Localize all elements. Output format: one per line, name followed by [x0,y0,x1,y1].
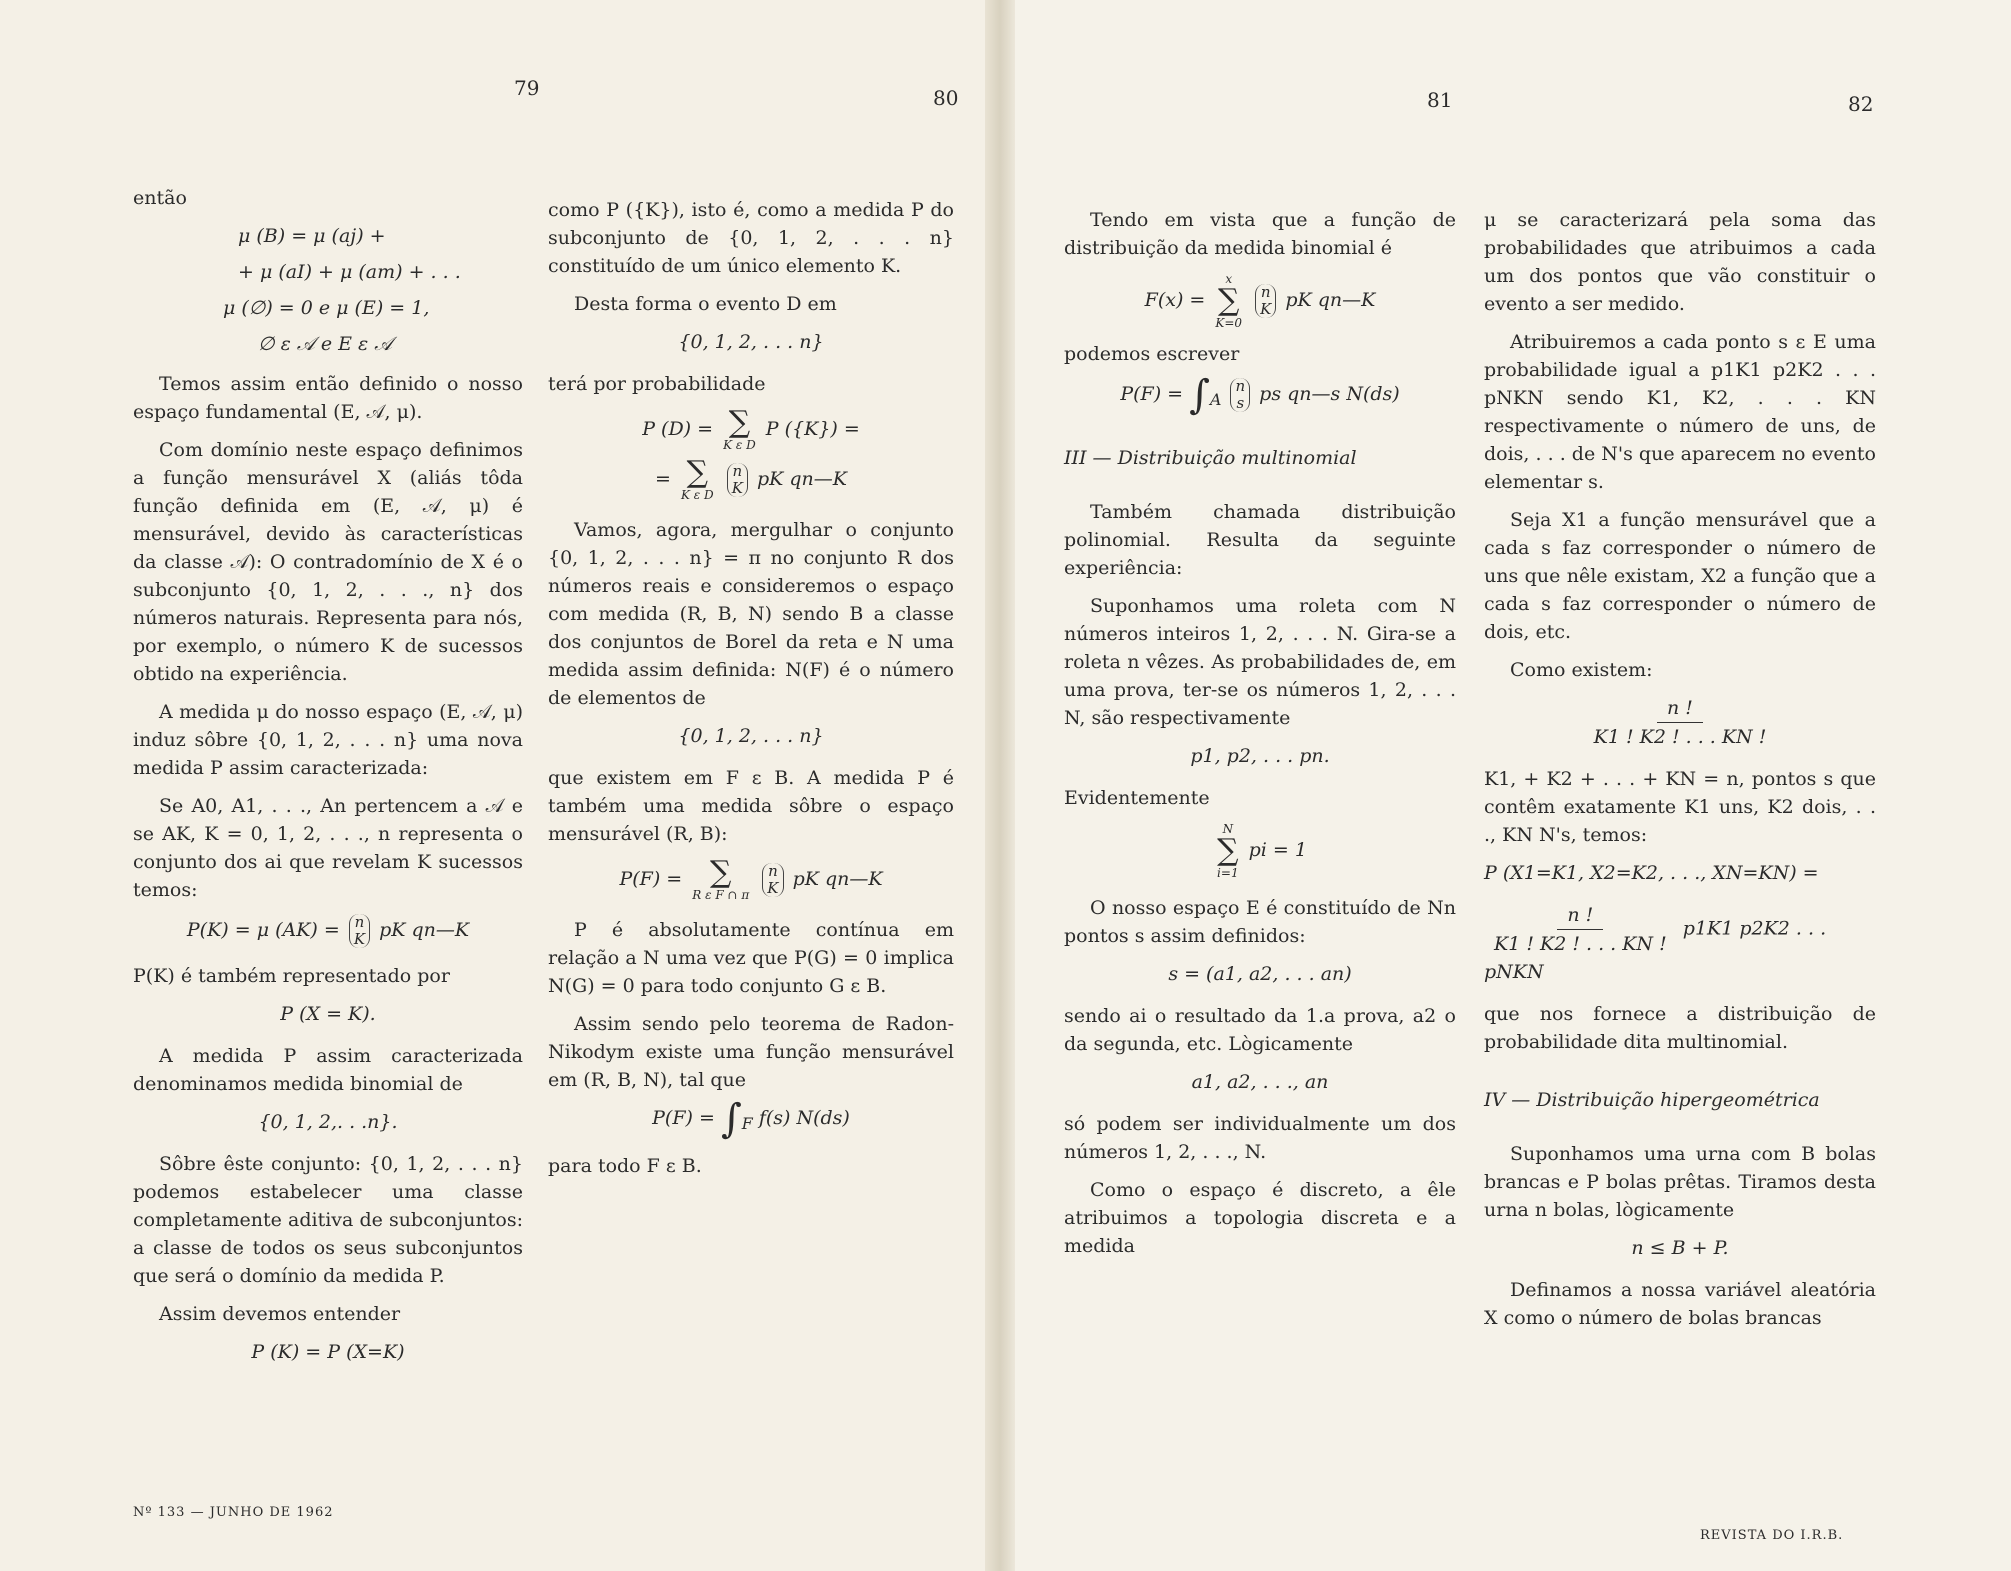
equation-part: p1K1 p2K2 . . . pNKN [1484,917,1827,983]
paragraph: só podem ser individualmente um dos números 1, 2, . . ., N. [1064,1112,1456,1163]
binom-top: n [732,462,743,480]
page-80-column [548,196,954,1190]
fraction [1584,694,1777,751]
equation [548,455,954,502]
fraction-numerator: n ! [1657,694,1703,723]
sigma-symbol: ∑ [1217,283,1240,318]
paragraph: Como o espaço é discreto, a êle atribuimos a topologia discreta e a medida [1064,1178,1456,1257]
paragraph: Vamos, agora, mergulhar o conjunto {0, 1, 2, . . . n} = π no conjunto R dos números reais e consideremos o espaço com medida (R, B, N) sendo B a classe dos conjuntos de Borel da reta e N uma medida assim definida: N(F) é o número de elementos de [548,519,954,709]
paragraph: Sôbre êste conjunto: {0, 1, 2, . . . n} podemos estabelecer uma classe completamente aditiva de subconjuntos: a classe de todos os seus subconjuntos que será o domínio da medida P. [133,1153,523,1287]
equation: P (K) = P (X=K) [251,1341,405,1363]
paragraph: P é absolutamente contínua em relação a N uma vez que P(G) = 0 implica N(G) = 0 para todo conjunto G ε B. [548,919,954,997]
equation: μ (B) = μ (aj) + [238,225,386,247]
equation: ∅ ε 𝒜 e E ε 𝒜 [258,333,393,355]
integral-subscript: A [1209,389,1222,409]
integral-symbol: ∫ [720,1096,742,1142]
sum-superscript: N [1222,821,1234,836]
binomial-coefficient [727,463,748,497]
summation [692,855,750,902]
fraction-denominator: K1 ! K2 ! . . . KN ! [1593,726,1767,748]
paragraph: sendo ai o resultado da 1.a prova, a2 o da segunda, etc. Lògicamente [1064,1004,1456,1055]
paragraph: K1, + K2 + . . . + KN = n, pontos s que contêm exatamente K1 uns, K2 dois, . . ., KN N's, temos: [1484,768,1876,846]
text-line: então [133,187,187,209]
paragraph: Também chamada distribuição polinomial. Resulta da seguinte experiência: [1064,500,1456,579]
sum-subscript: R ε F ∩ π [692,888,750,902]
equation-part: P(F) = [619,868,683,890]
paragraph: O nosso espaço E é constituído de Nn pontos s assim definidos: [1064,896,1456,947]
equation [1064,822,1456,880]
binom-top: n [1235,377,1246,395]
equation-part: F(x) = [1144,289,1206,311]
page-number-81: 81 [1427,88,1453,112]
equation [1484,694,1876,751]
binom-bottom: K [1260,300,1272,318]
equation [548,405,954,452]
binomial-coefficient [1255,284,1276,318]
sum-subscript: K ε D [723,438,756,452]
equation-part: = [655,468,671,490]
binomial-coefficient [1230,378,1250,412]
summation [723,405,756,452]
binomial-coefficient [762,863,783,897]
paragraph: que nos fornece a distribuição de probabilidade dita multinomial. [1484,1003,1876,1053]
summation [681,455,714,502]
equation-part: P (D) = [642,418,714,440]
page-79-column [133,184,523,1380]
paragraph: Evidentemente [1064,786,1210,809]
sum-subscript: i=1 [1217,865,1239,880]
paragraph: Tendo em vista que a função de distribuição da medida binomial é [1064,209,1456,259]
page-81-column [1064,206,1456,1270]
paragraph: Se A0, A1, . . ., An pertencem a 𝒜 e se AK, K = 0, 1, 2, . . ., n representa o conjunto dos ai que revelam K sucessos temos: [133,795,523,901]
sum-subscript: K=0 [1215,316,1243,330]
binomial-coefficient [349,914,370,948]
equation-part: pi = 1 [1248,838,1307,861]
equation: p1, p2, . . . pn. [1190,744,1330,767]
page-number-80: 80 [933,86,959,110]
equation-part: pK qn—K [756,468,847,490]
equation: s = (a1, a2, . . . an) [1168,962,1352,985]
paragraph: terá por probabilidade [548,373,766,395]
binom-top: n [1260,283,1271,301]
paragraph: Suponhamos uma urna com B bolas brancas e P bolas prêtas. Tiramos desta urna n bolas, lògicamente [1484,1143,1876,1221]
equation-part: pK qn—K [792,868,883,890]
paragraph: Assim devemos entender [159,1303,401,1325]
equation: P (X1=K1, X2=K2, . . ., XN=KN) = [1484,862,1819,884]
book-gutter [985,0,1015,1571]
equation-part: P(K) = μ (AK) = [186,919,340,941]
paragraph: Desta forma o evento D em [574,293,837,315]
binom-top: n [768,862,778,880]
sigma-symbol: ∑ [1217,832,1239,868]
section-heading: IV — Distribuição hipergeométrica [1484,1089,1820,1111]
sigma-symbol: ∑ [710,855,732,890]
sigma-symbol: ∑ [728,405,751,440]
integral-subscript: F [741,1113,753,1133]
paragraph: para todo F ε B. [548,1154,702,1177]
binom-bottom: K [731,479,743,497]
page-number-79: 79 [514,76,540,100]
equation [1484,901,1876,986]
equation-part: P ({K}) = [765,418,860,440]
paragraph: A medida μ do nosso espaço (E, 𝒜, μ) induz sôbre {0, 1, 2, . . . n} uma nova medida P assim caracterizada: [133,701,523,779]
equation-part: P(F) = [1120,383,1184,405]
page-82-column [1484,206,1876,1342]
equation-part: ps qn—s N(ds) [1259,383,1400,405]
equation [1064,272,1456,330]
sum-superscript: x [1225,272,1233,286]
integral-symbol: ∫ [1189,372,1210,418]
paragraph: podemos escrever [1064,343,1240,365]
footer-issue: Nº 133 — JUNHO DE 1962 [133,1505,334,1520]
paragraph: Temos assim então definido o nosso espaço fundamental (E, 𝒜, μ). [133,373,523,423]
binom-top: n [354,913,365,931]
equation [1064,372,1456,418]
summation [1215,272,1242,330]
equation-part: pK qn—K [1285,289,1376,311]
paragraph: Definamos a nossa variável aleatória X como o número de bolas brancas [1484,1279,1876,1329]
equation: + μ (aI) + μ (am) + . . . [238,261,461,283]
binom-bottom: K [767,879,779,897]
paragraph: que existem em F ε B. A medida P é também uma medida sôbre o espaço mensurável (R, B): [548,767,954,845]
equation [133,914,523,948]
fraction [1484,901,1677,958]
binom-bottom: s [1236,394,1245,412]
equation: n ≤ B + P. [1631,1237,1729,1259]
sigma-symbol: ∑ [686,455,709,490]
summation [1217,822,1239,880]
equation: {0, 1, 2,. . .n}. [258,1111,398,1133]
sum-subscript: K ε D [681,488,714,502]
fraction-numerator: n ! [1557,901,1603,930]
equation [548,1096,954,1142]
equation: {0, 1, 2, . . . n} [678,331,824,353]
paragraph: Atribuiremos a cada ponto s ε E uma probabilidade igual a p1K1 p2K2 . . . pNKN sendo K1, K2, . . . KN respectivamente o número de uns, de dois, . . . de N's que aparecem no evento elementar s. [1484,331,1876,493]
page-number-82: 82 [1848,92,1874,116]
paragraph: P(K) é também representado por [133,965,450,987]
paragraph: como P ({K}), isto é, como a medida P do subconjunto de {0, 1, 2, . . . n} constituído de um único elemento K. [548,199,954,277]
paragraph: Seja X1 a função mensurável que a cada s faz corresponder o número de uns que nêle existam, X2 a função que a cada s faz corresponder o número de dois, etc. [1484,509,1876,643]
binom-bottom: K [353,930,366,948]
section-heading: III — Distribuição multinomial [1064,446,1357,469]
equation: μ (∅) = 0 e μ (E) = 1, [223,297,430,319]
fraction-denominator: K1 ! K2 ! . . . KN ! [1494,933,1667,955]
equation [548,855,954,902]
paragraph: A medida P assim caracterizada denominamos medida binomial de [133,1045,523,1095]
paragraph: Como existem: [1510,659,1653,681]
paragraph: Suponhamos uma roleta com N números inteiros 1, 2, . . . N. Gira-se a roleta n vêzes. As probabilidades de, em uma prova, ter-se os números 1, 2, . . . N, são respectivamente [1064,594,1456,729]
equation: {0, 1, 2, . . . n} [678,725,824,747]
equation-part: P(F) = [652,1107,715,1129]
footer-journal: REVISTA DO I.R.B. [1700,1528,1844,1543]
paragraph: Com domínio neste espaço definimos a função mensurável X (aliás tôda função definida em (E, 𝒜, μ) é mensurável, devido às características da classe 𝒜): O contradomínio de X é o subconjunto {0, 1, 2, . . ., n} dos números naturais. Representa para nós, por exemplo, o número K de sucessos obtido na experiência. [133,439,523,685]
paragraph: μ se caracterizará pela soma das probabilidades que atribuimos a cada um dos pontos que vão constituir o evento a ser medido. [1484,209,1876,315]
equation: a1, a2, . . ., an [1191,1070,1329,1093]
equation-part: f(s) N(ds) [758,1107,850,1129]
equation: P (X = K). [280,1003,376,1025]
paragraph: Assim sendo pelo teorema de Radon-Nikodym existe uma função mensurável em (R, B, N), tal que [548,1013,954,1091]
equation-part: pK qn—K [379,919,470,941]
